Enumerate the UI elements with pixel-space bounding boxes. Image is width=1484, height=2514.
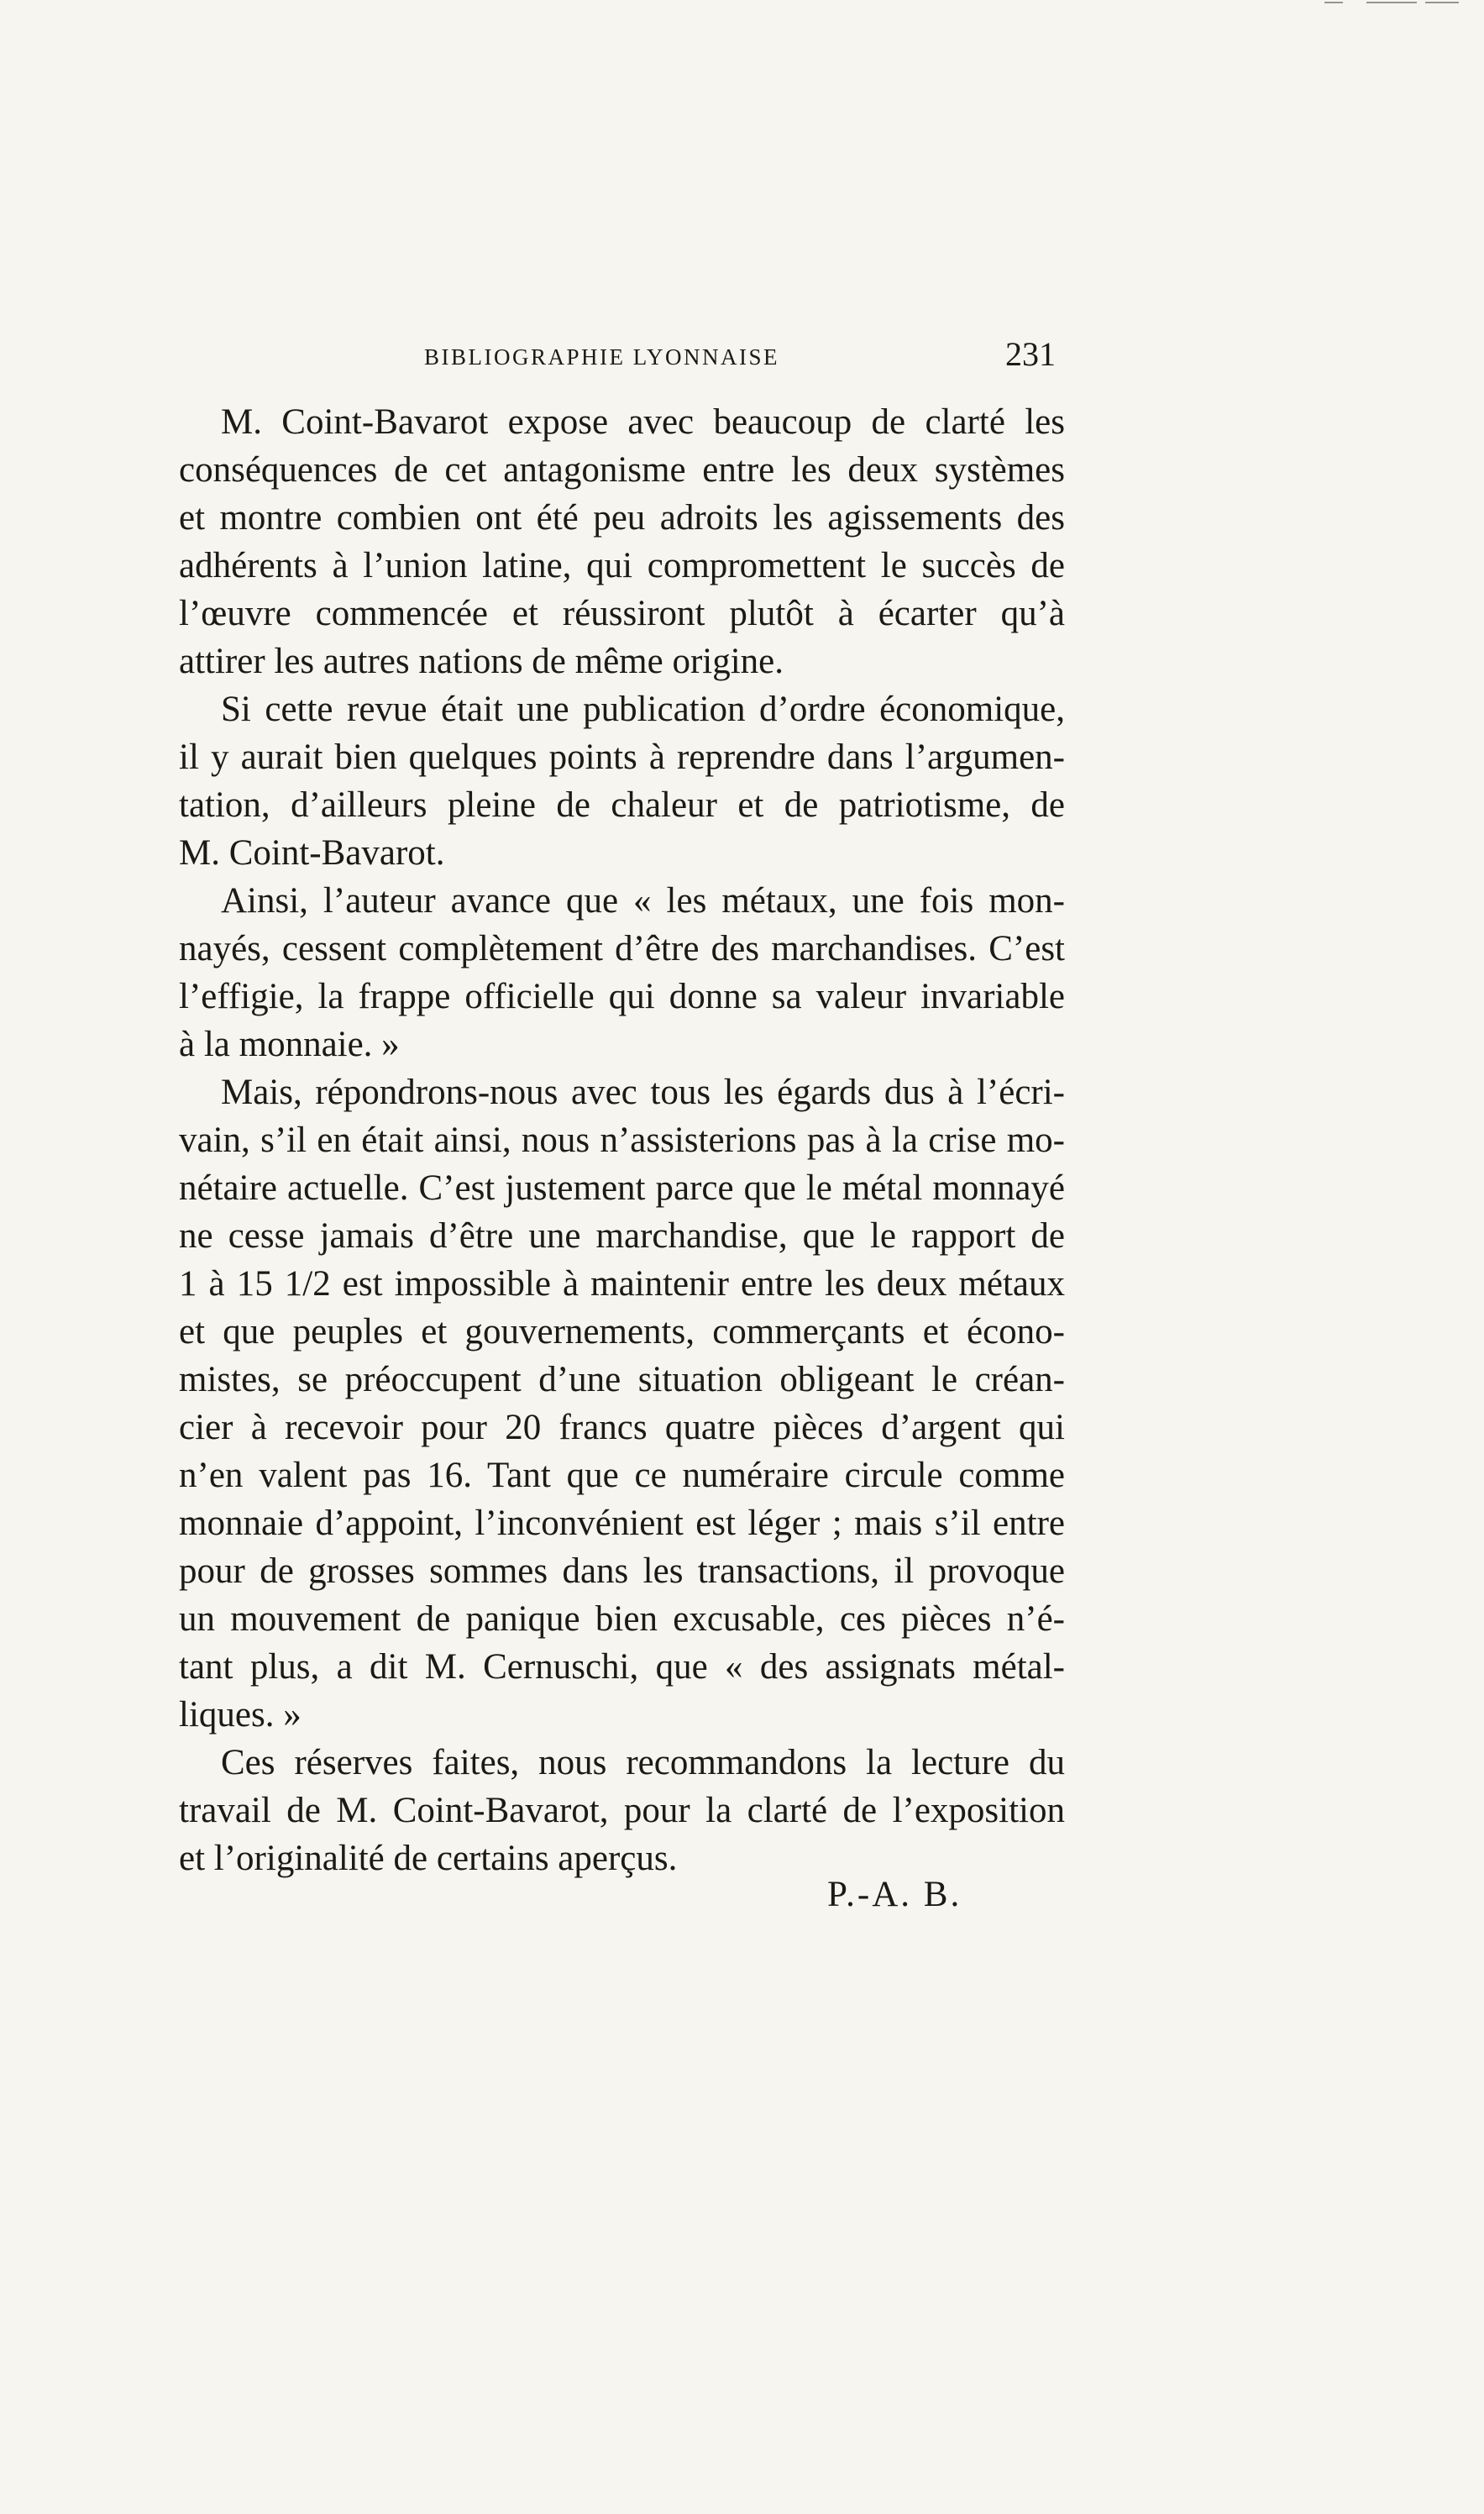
text-line: vain, s’il en était ainsi, nous n’assisterions pas à la crise mo-: [179, 1121, 1065, 1160]
page-number: 231: [1005, 335, 1056, 373]
text-line: nétaire actuelle. C’est justement parce que le métal monnayé: [179, 1168, 1065, 1208]
running-head: [424, 335, 1056, 386]
text-line: n’en valent pas 16. Tant que ce numéraire circule comme: [179, 1456, 1065, 1495]
text-line: il y aurait bien quelques points à reprendre dans l’argumen-: [179, 737, 1065, 777]
paragraph: [179, 877, 1065, 1068]
text-line: un mouvement de panique bien excusable, ces pièces n’é-: [179, 1599, 1065, 1639]
text-line: Mais, répondrons-nous avec tous les égards dus à l’écri-: [221, 1073, 1065, 1112]
text-line: conséquences de cet antagonisme entre les deux systèmes: [179, 450, 1065, 490]
scan-edge-marks: [1299, 0, 1484, 10]
scan-speck: [1425, 2, 1459, 3]
running-title: BIBLIOGRAPHIE LYONNAISE: [424, 344, 780, 370]
author-signature: P.-A. B.: [827, 1875, 962, 1914]
text-line: M. Coint-Bavarot.: [179, 833, 445, 873]
text-line: tation, d’ailleurs pleine de chaleur et de patriotisme, de: [179, 785, 1065, 825]
text-line: cier à recevoir pour 20 francs quatre pièces d’argent qui: [179, 1408, 1065, 1447]
text-line: mistes, se préoccupent d’une situation obligeant le créan-: [179, 1360, 1065, 1399]
paragraph: [179, 685, 1065, 877]
text-line: tant plus, a dit M. Cernuschi, que « des assignats métal-: [179, 1647, 1065, 1687]
text-line: Ainsi, l’auteur avance que « les métaux, une fois mon-: [221, 881, 1065, 921]
text-line: l’effigie, la frappe officielle qui donne sa valeur invariable: [179, 977, 1065, 1016]
text-line: travail de M. Coint-Bavarot, pour la clarté de l’exposition: [179, 1791, 1065, 1830]
body-text: [179, 398, 1065, 1882]
text-line: Si cette revue était une publication d’ordre économique,: [221, 690, 1065, 729]
scan-speck: [1324, 2, 1343, 3]
paragraph: [179, 1739, 1065, 1882]
paragraph: [179, 398, 1065, 685]
text-line: adhérents à l’union latine, qui compromettent le succès de: [179, 546, 1065, 585]
text-line: à la monnaie. »: [179, 1025, 400, 1064]
text-line: et que peuples et gouvernements, commerçants et écono-: [179, 1312, 1065, 1351]
text-line: ne cesse jamais d’être une marchandise, que le rapport de: [179, 1216, 1065, 1256]
text-line: liques. »: [179, 1695, 302, 1735]
text-line: l’œuvre commencée et réussiront plutôt à écarter qu’à: [179, 594, 1065, 633]
text-line: monnaie d’appoint, l’inconvénient est léger ; mais s’il entre: [179, 1504, 1065, 1543]
text-line: 1 à 15 1/2 est impossible à maintenir entre les deux métaux: [179, 1264, 1065, 1304]
text-line: nayés, cessent complètement d’être des marchandises. C’est: [179, 929, 1065, 968]
text-line: pour de grosses sommes dans les transactions, il provoque: [179, 1551, 1065, 1591]
text-line: attirer les autres nations de même origine.: [179, 642, 784, 681]
text-line: et montre combien ont été peu adroits les agissements des: [179, 498, 1065, 538]
text-line: et l’originalité de certains aperçus.: [179, 1839, 678, 1878]
paragraph: [179, 1068, 1065, 1739]
text-line: M. Coint-Bavarot expose avec beaucoup de clarté les: [221, 402, 1065, 442]
scan-speck: [1366, 2, 1417, 3]
text-line: Ces réserves faites, nous recommandons la lecture du: [221, 1743, 1065, 1782]
